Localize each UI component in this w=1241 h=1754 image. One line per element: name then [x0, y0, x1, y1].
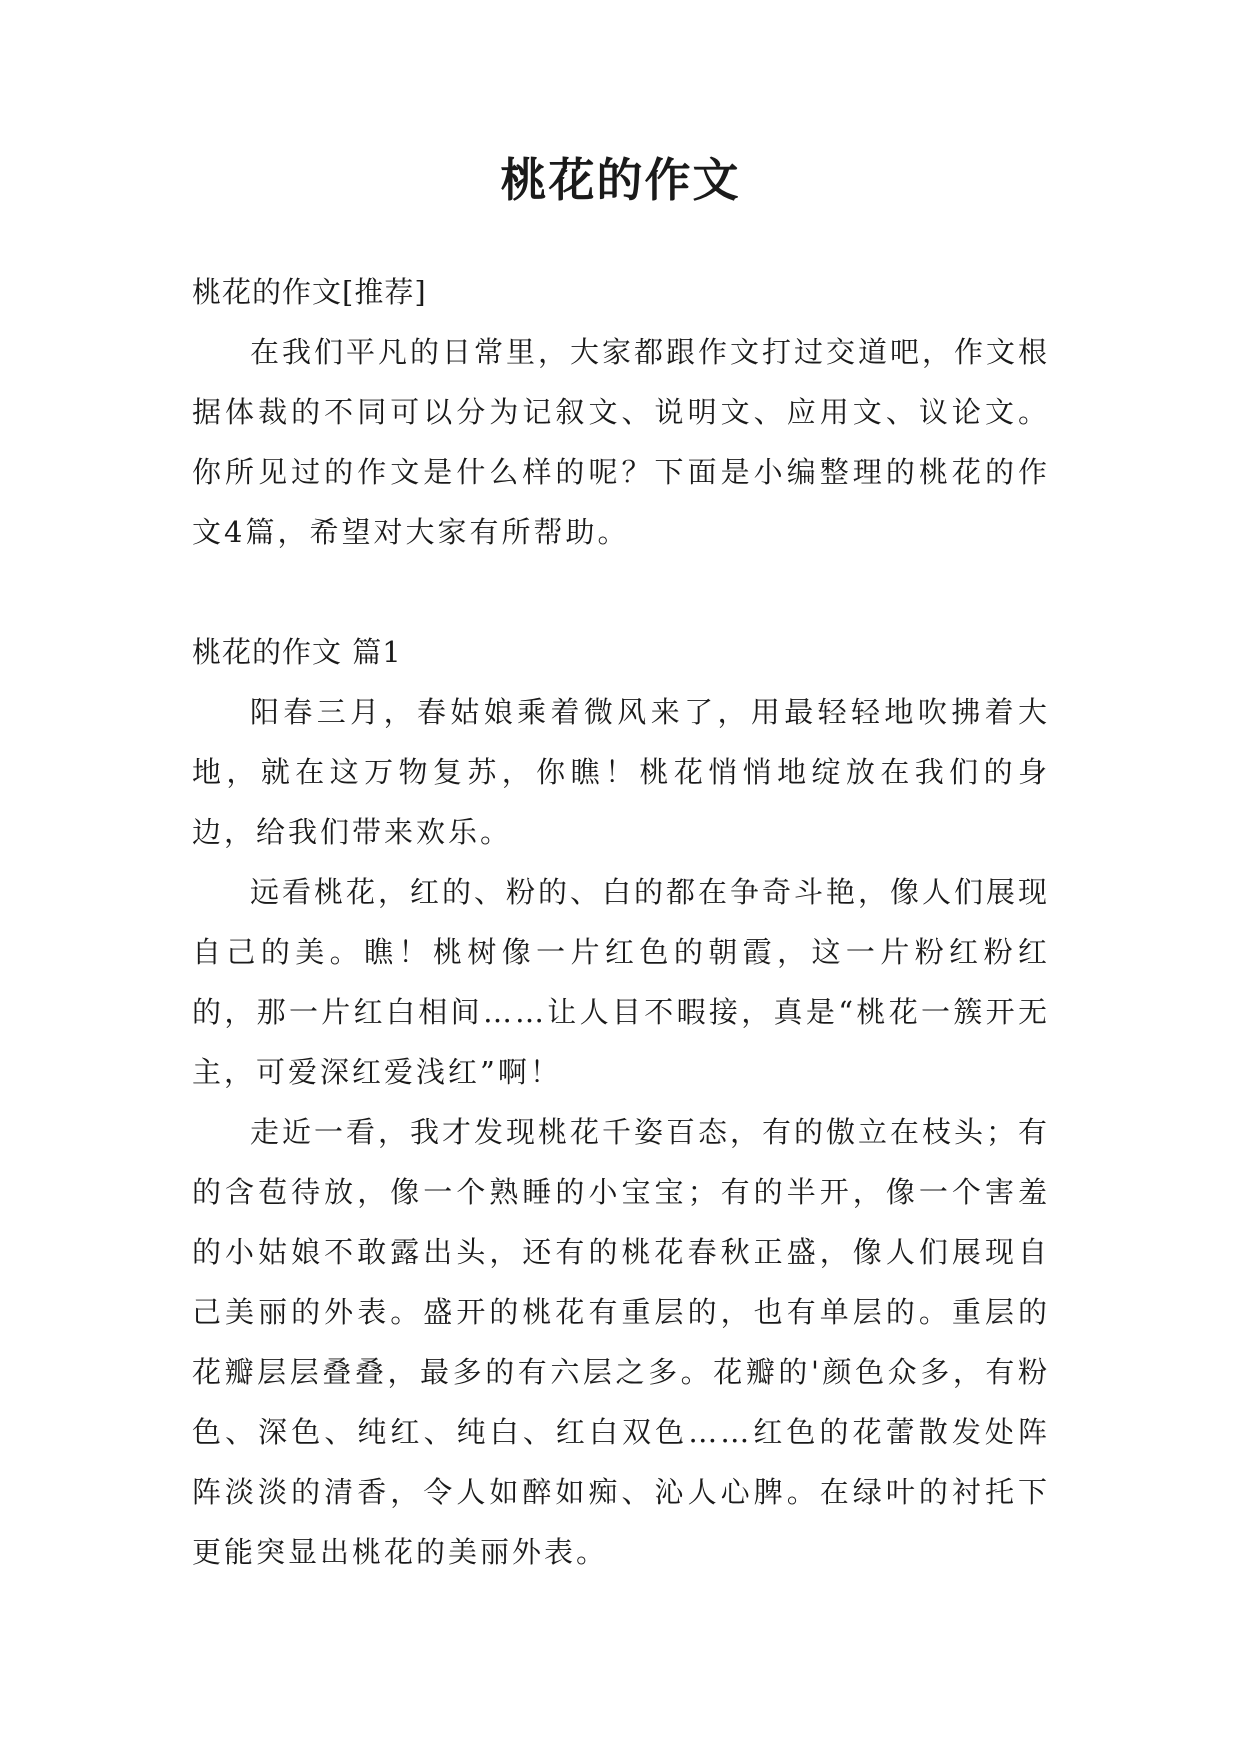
section-1-paragraph: 走近一看，我才发现桃花千姿百态，有的傲立在枝头；有的含苞待放，像一个熟睡的小宝宝；有的半开，像一个害羞的小姑娘不敢露出头，还有的桃花春秋正盛，像人们展现自己美丽的外表。盛开的桃花有重层的，也有单层的。重层的花瓣层层叠叠，最多的有六层之多。花瓣的'颜色众多，有粉色、深色、纯红、纯白、红白双色……红色的花蕾散发处阵阵淡淡的清香，令人如醉如痴、沁人心脾。在绿叶的衬托下更能突显出桃花的美丽外表。	[192, 1115, 1051, 1569]
section-1-heading: 桃花的作文 篇1	[192, 635, 402, 669]
section-spacer	[192, 562, 1050, 622]
section-1-paragraph: 阳春三月，春姑娘乘着微风来了，用最轻轻地吹拂着大地，就在这万物复苏，你瞧！桃花悄悄地绽放在我们的身边，给我们带来欢乐。	[192, 695, 1050, 849]
intro-heading: 桃花的作文[推荐]	[192, 275, 427, 309]
document-body	[192, 262, 1050, 1582]
intro-paragraph: 在我们平凡的日常里，大家都跟作文打过交道吧，作文根据体裁的不同可以分为记叙文、说明文、应用文、议论文。你所见过的作文是什么样的呢？下面是小编整理的桃花的作文4篇，希望对大家有所帮助。	[192, 335, 1051, 549]
section-1-paragraph: 远看桃花，红的、粉的、白的都在争奇斗艳，像人们展现自己的美。瞧！桃树像一片红色的朝霞，这一片粉红粉红的，那一片红白相间……让人目不暇接，真是“桃花一簇开无主，可爱深红爱浅红”啊！	[192, 875, 1051, 1089]
document-title: 桃花的作文	[500, 153, 741, 207]
